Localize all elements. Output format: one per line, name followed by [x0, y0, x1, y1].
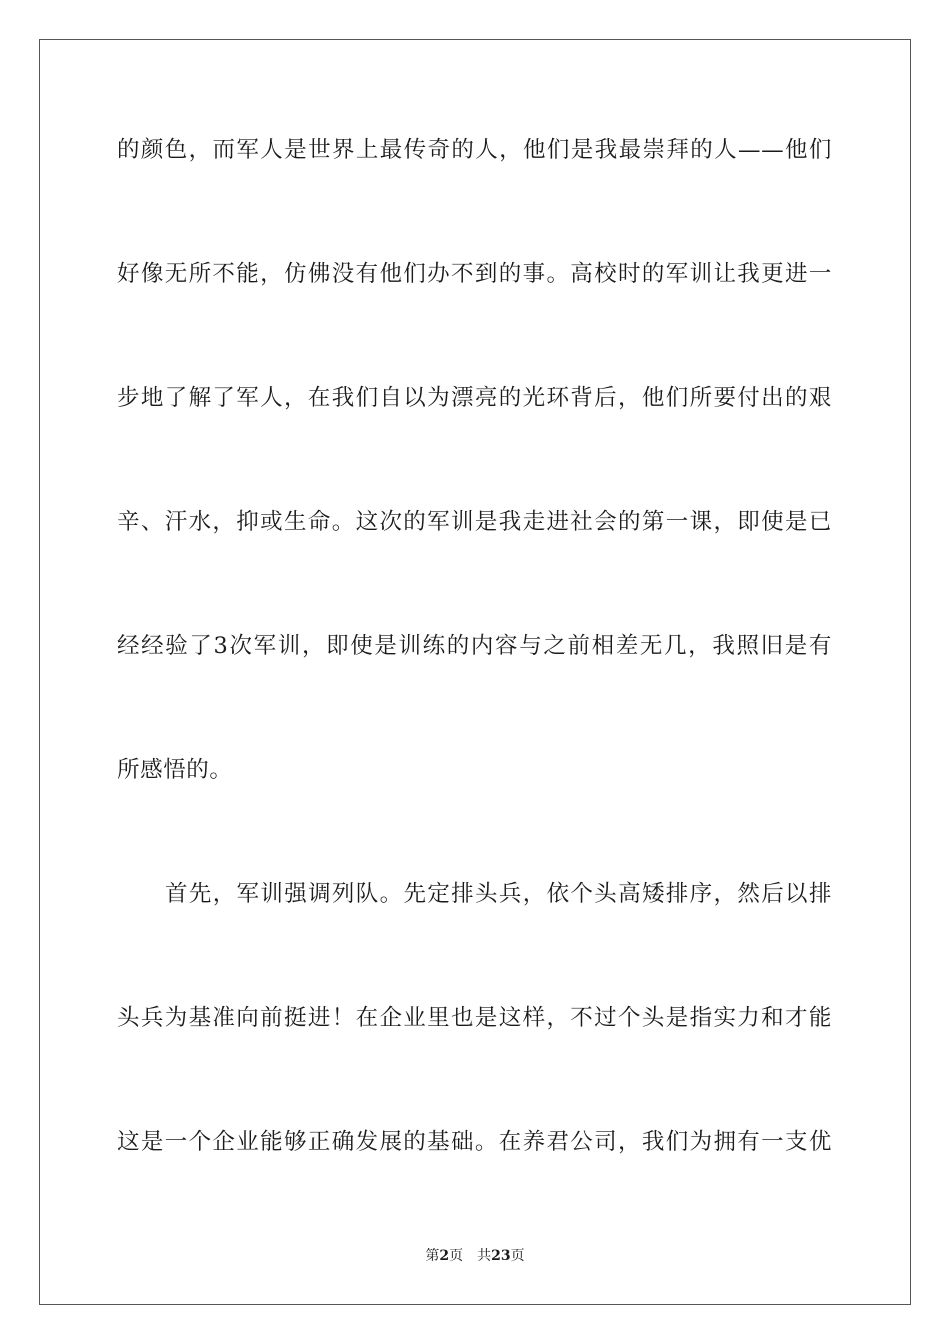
paragraph-line-5: 经经验了3次军训，即使是训练的内容与之前相差无几，我照旧是有: [117, 633, 832, 659]
paragraph-line-4: 辛、汗水，抑或生命。这次的军训是我走进社会的第一课，即使是已: [117, 509, 832, 535]
paragraph-line-6: 所感悟的。: [117, 757, 233, 783]
page-footer: [0, 1246, 950, 1266]
footer-total-prefix: 共: [477, 1248, 492, 1264]
footer-total-suffix: 页: [510, 1248, 525, 1264]
paragraph-line-3: 步地了解了军人，在我们自以为漂亮的光环背后，他们所要付出的艰: [117, 385, 832, 411]
paragraph-line-9: 这是一个企业能够正确发展的基础。在养君公司，我们为拥有一支优: [117, 1129, 832, 1155]
footer-page-suffix: 页: [449, 1248, 464, 1264]
footer-total-pages: 23: [491, 1248, 511, 1264]
paragraph-line-8: 头兵为基准向前挺进！在企业里也是这样，不过个头是指实力和才能: [117, 1005, 832, 1031]
paragraph-line-2: 好像无所不能，仿佛没有他们办不到的事。高校时的军训让我更进一: [117, 261, 832, 287]
page-border: [39, 39, 911, 1305]
footer-page-number: 2: [439, 1248, 450, 1264]
footer-page-prefix: 第: [425, 1248, 440, 1264]
paragraph-line-1: 的颜色，而军人是世界上最传奇的人，他们是我最崇拜的人——他们: [117, 137, 832, 163]
paragraph-line-7: 首先，军训强调列队。先定排头兵，依个头高矮排序，然后以排: [165, 881, 832, 907]
